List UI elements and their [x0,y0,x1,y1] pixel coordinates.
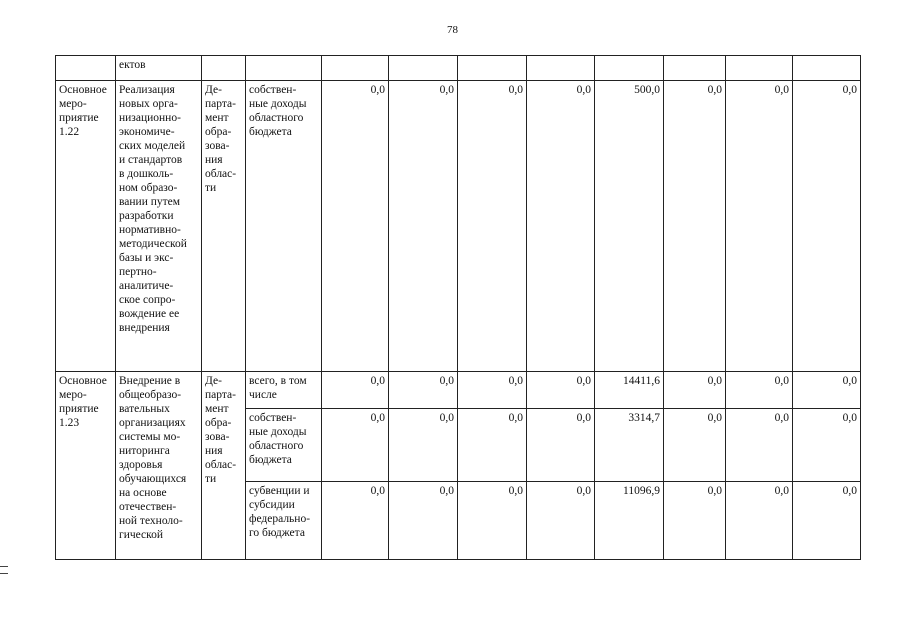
value-cell: 0,0 [726,81,793,372]
table-row [56,81,861,372]
title-tail-text: ектов [119,59,146,71]
value-cell: 0,0 [458,482,527,560]
value-cell [322,56,389,81]
value-cell [793,56,861,81]
value-cell: 0,0 [664,81,726,372]
value-cell: 3314,7 [595,409,664,482]
value-cell: 0,0 [458,372,527,409]
source-cell: субвенции и субсидии федерально- го бюджета [246,482,322,560]
value-cell: 0,0 [389,482,458,560]
value-cell: 0,0 [793,81,861,372]
value-cell [458,56,527,81]
value-cell: 0,0 [664,372,726,409]
value-cell: 0,0 [726,409,793,482]
value-cell: 0,0 [664,409,726,482]
margin-mark [0,566,8,574]
executor-cell: Де- парта- мент обра- зова- ния облас- ти [202,81,246,372]
value-cell: 0,0 [322,81,389,372]
value-cell [595,56,664,81]
value-cell: 500,0 [595,81,664,372]
title-cell [116,56,202,81]
table-row [56,372,861,409]
source-cell: собствен- ные доходы областного бюджета [246,409,322,482]
value-cell: 11096,9 [595,482,664,560]
status-cell: Основное меро- приятие 1.22 [56,81,116,372]
value-cell: 0,0 [458,409,527,482]
value-cell: 0,0 [527,372,595,409]
value-cell: 0,0 [322,409,389,482]
executor-cell: Де- парта- мент обра- зова- ния облас- ти [202,372,246,560]
value-cell: 0,0 [664,482,726,560]
value-cell: 0,0 [793,482,861,560]
value-cell: 0,0 [726,372,793,409]
value-cell [389,56,458,81]
title-cell: Реализация новых орга- низационно- экономиче- ских моделей и стандартов в дошколь- ном образо- вании путем разработки нормативно- методической базы и экс- пертно- аналитиче- ское сопро- вождение ее внедрения [116,81,202,372]
value-cell: 0,0 [726,482,793,560]
budget-table [55,55,861,560]
value-cell [664,56,726,81]
value-cell [726,56,793,81]
value-cell: 14411,6 [595,372,664,409]
value-cell: 0,0 [793,372,861,409]
value-cell [527,56,595,81]
executor-cell [202,56,246,81]
value-cell: 0,0 [793,409,861,482]
status-cell [56,56,116,81]
value-cell: 0,0 [527,482,595,560]
value-cell: 0,0 [322,372,389,409]
value-cell: 0,0 [389,372,458,409]
value-cell: 0,0 [322,482,389,560]
continuation-row [56,56,861,81]
value-cell: 0,0 [527,81,595,372]
value-cell: 0,0 [527,409,595,482]
source-cell: собствен- ные доходы областного бюджета [246,81,322,372]
value-cell: 0,0 [389,81,458,372]
title-cell: Внедрение в общеобразо- вательных организациях системы мо- ниторинга здоровья обучающихся на основе отечествен- ной техноло- гической [116,372,202,560]
source-cell: всего, в том числе [246,372,322,409]
value-cell: 0,0 [389,409,458,482]
value-cell: 0,0 [458,81,527,372]
status-cell: Основное меро- приятие 1.23 [56,372,116,560]
page-number: 78 [447,24,458,36]
source-cell [246,56,322,81]
